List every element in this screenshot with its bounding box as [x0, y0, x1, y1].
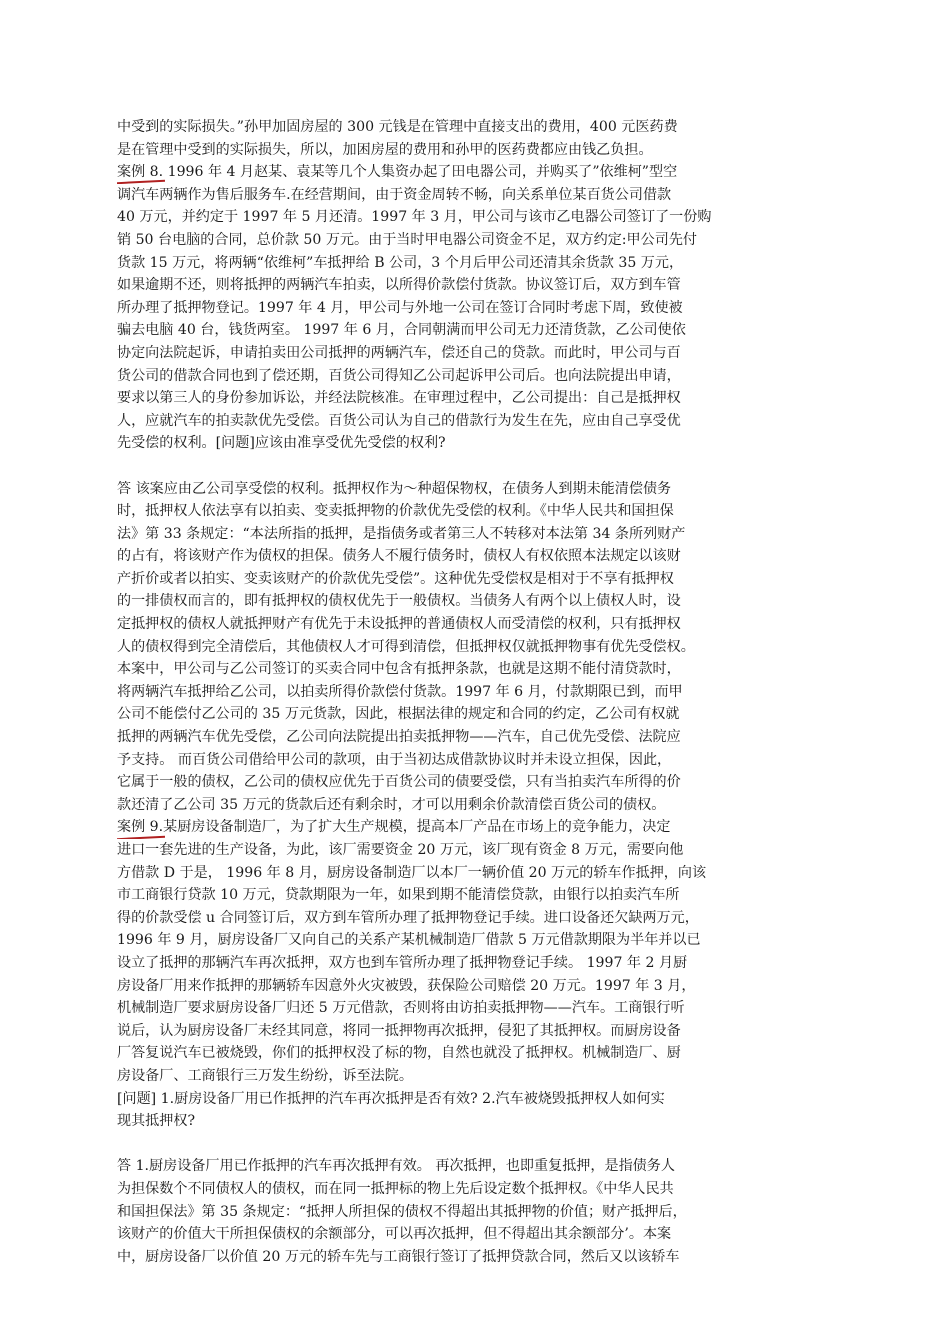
text-line: 本案中，甲公司与乙公司签订的买卖合同中包含有抵押条款，也就是这期不能付清贷款时， — [117, 661, 681, 678]
text-line: 的一排债权而言的，即有抵押权的债权优先于一般债权。当债务人有两个以上债权人时，设 — [117, 593, 681, 610]
text-line: 该财产的价值大干所担保债权的余额部分，可以再次抵押，但不得超出其余额部分’。本案 — [117, 1226, 672, 1243]
blank-line — [117, 455, 809, 478]
text-line: 时，抵押权人依法享有以拍卖、变卖抵押物的价款优先受偿的权利。《中华人民共和国担保 — [117, 503, 674, 520]
text-line: 所办理了抵押物登记。1997 年 4 月，甲公司与外地一公司在签订合同时考虑下周，致使被 — [117, 299, 683, 316]
text-line: 款还清了乙公司 35 万元的货款后还有剩余时，才可以用剩余价款清偿百货公司的债权。 — [117, 796, 666, 813]
text-line: 是在管理中受到的实际损失，所以，加困房屋的费用和孙甲的医药费都应由钱乙负担。 — [117, 141, 653, 158]
text-line: 抵押的两辆汽车优先受偿，乙公司向法院提出拍卖抵押物——汽车，自己优先受偿、法院应 — [117, 729, 681, 746]
text-line: 40 万元，并约定于 1997 年 5 月还清。1997 年 3 月，甲公司与该市乙电器公司签订了一份购 — [117, 209, 712, 226]
text-line: 协定向法院起诉，申请拍卖田公司抵押的两辆汽车，偿还自己的贷款。而此时，甲公司与百 — [117, 344, 681, 361]
text-line: 为担保数个不同债权人的债权，而在同一抵押标的物上先后设定数个抵押权。《中华人民共 — [117, 1180, 674, 1197]
text-line: 中受到的实际损失。”孙甲加固房屋的 300 元钱是在管理中直接支出的费用，400 元医药费 — [117, 119, 678, 135]
text-line: 设立了抵押的那辆汽车再次抵押，双方也到车管所办理了抵押物登记手续。 1997 年 2 月厨 — [117, 954, 688, 971]
text-line: 货公司的借款合同也到了偿还期，百货公司得知乙公司起诉甲公司后。也向法院提出申请， — [117, 367, 681, 384]
text-line: 货款 15 万元，将两辆“依维柯”车抵押给 B 公司，3 个月后甲公司还清其余货款 35 万元， — [117, 254, 684, 271]
text-line: 答 该案应由乙公司享受偿的权利。抵押权作为～种超保物权，在债务人到期未能清偿债务 — [117, 480, 672, 497]
text-line: 中，厨房设备厂以价值 20 万元的轿车先与工商银行签订了抵押贷款合同，然后又以该轿车 — [117, 1248, 680, 1265]
text-line: 公司不能偿付乙公司的 35 万元货款，因此，根据法律的规定和合同的约定，乙公司有权就 — [117, 706, 680, 723]
text-line: 它属于一般的债权，乙公司的债权应优先于百货公司的债要受偿，只有当拍卖汽车所得的价 — [117, 774, 681, 791]
case-label: 案例 8. — [117, 161, 163, 184]
text-line: 先受偿的权利。[问题]应该由准享受优先受偿的权利? — [117, 435, 446, 452]
text-line: 进口一套先进的生产设备，为此，该厂需要资金 20 万元，该厂现有资金 8 万元，需要向他 — [117, 842, 684, 858]
text-line: 和国担保法》第 35 条规定：“抵押人所担保的债权不得超出其抵押物的价值；财产抵押后， — [117, 1203, 687, 1220]
text-line: 将两辆汽车抵押给乙公司，以拍卖所得价款偿付货款。1997 年 6 月，付款期限已到，而甲 — [117, 683, 683, 700]
text-line: 的占有，将该财产作为债权的担保。债务人不履行债务时，债权人有权依照本法规定以该财 — [117, 548, 681, 565]
text-line: 定抵押权的债权人就抵押财产有优先于未设抵押的普通债权人而受清偿的权利，只有抵押权 — [117, 616, 681, 633]
case-heading-line — [117, 161, 809, 184]
case-text: 1996 年 4 月赵某、袁某等几个人集资办起了田电器公司，并购买了”依维柯”型空 — [163, 164, 678, 181]
case-label: 案例 9. — [117, 816, 163, 839]
text-line: 如果逾期不还，则将抵押的两辆汽车拍卖，以所得价款偿付货款。协议签订后，双方到车管 — [117, 277, 681, 294]
case-heading-line — [117, 816, 809, 839]
text-line: 人的债权得到完全清偿后，其他债权人才可得到清偿，但抵押权仅就抵押物事有优先受偿权。 — [117, 638, 695, 655]
text-line: 要求以第三人的身份参加诉讼，并经法院核准。在审理过程中，乙公司提出：自己是抵押权 — [117, 390, 681, 407]
text-line: 1996 年 9 月，厨房设备厂又向自己的关系产某机械制造厂借款 5 万元借款期限为半年并以已 — [117, 932, 701, 949]
text-line: 予支持。 而百货公司借给甲公司的款项，由于当初达成借款协议时并未设立担保，因此， — [117, 751, 672, 768]
blank-line — [117, 1133, 809, 1156]
text-line: 房设备厂用来作抵押的那辆轿车因意外火灾被毁，获保险公司赔偿 20 万元。1997 年 3 月， — [117, 977, 696, 994]
text-line: 法》第 33 条规定：“本法所指的抵押，是指债务或者第三人不转移对本法第 34 条所列财产 — [117, 525, 686, 542]
text-line: 房设备厂、工商银行三万发生纷纷，诉至法院。 — [117, 1067, 413, 1084]
document-page — [117, 116, 809, 1268]
text-line: 产折价或者以拍实、变卖该财产的价款优先受偿”。这种优先受偿权是相对于不享有抵押权 — [117, 570, 674, 587]
text-line: 答 1.厨房设备厂用已作抵押的汽车再次抵押有效。 再次抵押，也即重复抵押，是指债务人 — [117, 1158, 675, 1175]
text-line: 调汽车两辆作为售后服务车.在经营期间，由于资金周转不畅，向关系单位某百货公司借款 — [117, 186, 672, 203]
text-line: 说后，认为厨房设备厂未经其同意，将同一抵押物再次抵押，侵犯了其抵押权。而厨房设备 — [117, 1022, 681, 1039]
text-line: 机械制造厂要求厨房设备厂归还 5 万元借款，否则将由访拍卖抵押物——汽车。工商银行听 — [117, 1000, 685, 1017]
text-line: 现其抵押权? — [117, 1113, 196, 1130]
text-line: 人，应就汽车的拍卖款优先受偿。百货公司认为自己的借款行为发生在先，应由自己享受优 — [117, 412, 681, 429]
text-line: 市工商银行贷款 10 万元，贷款期限为一年，如果到期不能清偿贷款，由银行以拍卖汽车所 — [117, 887, 680, 904]
case-text: 某厨房设备制造厂，为了扩大生产规模，提高本厂产品在市场上的竞争能力，决定 — [163, 819, 671, 836]
text-line: [问题] 1.厨房设备厂用已作抵押的汽车再次抵押是否有效? 2.汽车被烧毁抵押权人如何实 — [117, 1090, 665, 1107]
text-line: 方借款 D 于是， 1996 年 8 月，厨房设备制造厂以本厂一辆价值 20 万元的轿车作抵押，向该 — [117, 864, 707, 881]
text-line: 厂答复说汽车已被烧毁，你们的抵押权没了标的物，自然也就没了抵押权。机械制造厂、厨 — [117, 1045, 681, 1062]
text-line: 销 50 台电脑的合同，总价款 50 万元。由于当时甲电器公司资金不足，双方约定:甲公司先付 — [117, 231, 698, 248]
text-line: 骗去电脑 40 台，钱货两室。 1997 年 6 月，合同朝满而甲公司无力还清货款，乙公司使依 — [117, 322, 686, 339]
text-line: 得的价款受偿 u 合同签订后，双方到车管所办理了抵押物登记手续。进口设备还欠缺两万元， — [117, 909, 699, 926]
